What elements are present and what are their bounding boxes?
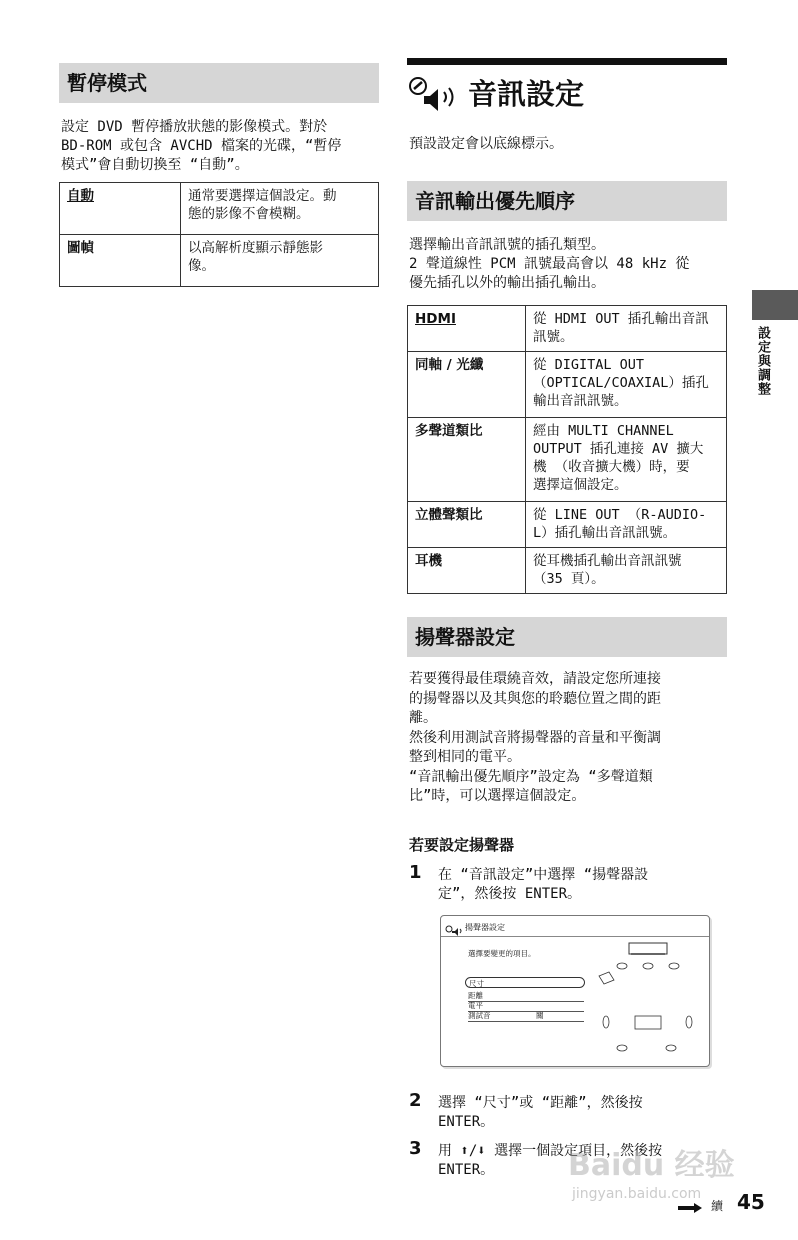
table-row xyxy=(408,352,727,418)
page-number: 45 xyxy=(737,1190,765,1214)
step-text: 用 ⬆/⬇ 選擇一個設定項目，然後按 ENTER。 xyxy=(438,1143,663,1178)
speaker-subheading: 若要設定揚聲器 xyxy=(409,836,515,854)
output-priority-table xyxy=(407,305,727,594)
step-text: 在 “音訊設定”中選擇 “揚聲器設 定”，然後按 ENTER。 xyxy=(438,867,649,902)
screen-divider xyxy=(441,936,709,937)
option-label: 圖幀 xyxy=(60,235,181,287)
table-row xyxy=(408,502,727,548)
option-label: 自動 xyxy=(60,183,181,235)
option-description: 從耳機插孔輸出音訊訊號 （35 頁）。 xyxy=(526,548,727,594)
menu-item-distance[interactable]: 距離 xyxy=(468,990,584,1002)
speaker-layout-diagram xyxy=(591,940,707,1062)
screen-prompt: 選擇要變更的項目。 xyxy=(468,949,536,958)
speaker-settings-screen xyxy=(440,915,710,1067)
option-description: 從 HDMI OUT 插孔輸出音訊 訊號。 xyxy=(526,306,727,352)
test-tone-value: 關 xyxy=(536,1011,544,1020)
table-row xyxy=(408,418,727,502)
watermark-url: jingyan.baidu.com xyxy=(572,1186,702,1202)
speaker-description: 若要獲得最佳環繞音效，請設定您所連接 的揚聲器以及其與您的聆聽位置之間的距 離。 然後利用測試音將揚聲器的音量和平衡調 整到相同的電平。 “音訊輸出優先順序”設定為 “多聲道類 比”時，可以選擇這個設定。 xyxy=(409,671,661,804)
output-priority-description: 選擇輸出音訊訊號的插孔類型。 2 聲道線性 PCM 訊號最高會以 48 kHz 從 優先插孔以外的輸出插孔輸出。 xyxy=(409,237,690,291)
table-row xyxy=(408,548,727,594)
audio-settings-icon xyxy=(408,74,464,114)
step-text: 選擇 “尺寸”或 “距離”，然後按 ENTER。 xyxy=(438,1095,643,1130)
pause-mode-description: 設定 DVD 暫停播放狀態的影像模式。對於 BD-ROM 或包含 AVCHD 檔案的光碟，“暫停 模式”會自動切換至 “自動”。 xyxy=(61,119,342,173)
option-label: 耳機 xyxy=(408,548,526,594)
output-priority-heading: 音訊輸出優先順序 xyxy=(407,181,727,221)
step-number: 3 xyxy=(409,1138,422,1159)
screen-title: 揚聲器設定 xyxy=(465,923,505,932)
menu-item-test-tone[interactable]: 測試音 關 xyxy=(468,1010,584,1022)
option-label: 立體聲類比 xyxy=(408,502,526,548)
option-description: 從 LINE OUT （R-AUDIO- L）插孔輸出音訊訊號。 xyxy=(526,502,727,548)
section-top-rule xyxy=(407,58,727,65)
option-description: 從 DIGITAL OUT （OPTICAL/COAXIAL）插孔 輸出音訊訊號。 xyxy=(526,352,727,418)
option-label: HDMI xyxy=(408,306,526,352)
menu-item-size[interactable]: 尺寸 xyxy=(465,977,585,988)
watermark-logo: Baidu 经验 xyxy=(568,1148,735,1183)
option-description: 以高解析度顯示靜態影 像。 xyxy=(181,235,379,287)
chapter-tab-label: 設定與調整 xyxy=(755,326,770,396)
table-row xyxy=(60,183,379,235)
audio-settings-icon xyxy=(445,922,467,934)
pause-mode-table xyxy=(59,182,379,287)
menu-item-level[interactable]: 電平 xyxy=(468,1000,584,1012)
chapter-tab-marker xyxy=(752,290,798,320)
table-row xyxy=(408,306,727,352)
page-title: 音訊設定 xyxy=(468,77,585,111)
option-label: 多聲道類比 xyxy=(408,418,526,502)
option-label: 同軸 / 光纖 xyxy=(408,352,526,418)
intro-text: 預設設定會以底線標示。 xyxy=(409,136,563,152)
step-number: 1 xyxy=(409,862,422,883)
step-number: 2 xyxy=(409,1090,422,1111)
table-row xyxy=(60,235,379,287)
speaker-settings-heading: 揚聲器設定 xyxy=(407,617,727,657)
continue-label: 續 xyxy=(711,1199,724,1213)
option-description: 經由 MULTI CHANNEL OUTPUT 插孔連接 AV 擴大 機 （收音擴大機）時，要 選擇這個設定。 xyxy=(526,418,727,502)
option-description: 通常要選擇這個設定。動 態的影像不會模糊。 xyxy=(181,183,379,235)
pause-mode-heading: 暫停模式 xyxy=(59,63,379,103)
